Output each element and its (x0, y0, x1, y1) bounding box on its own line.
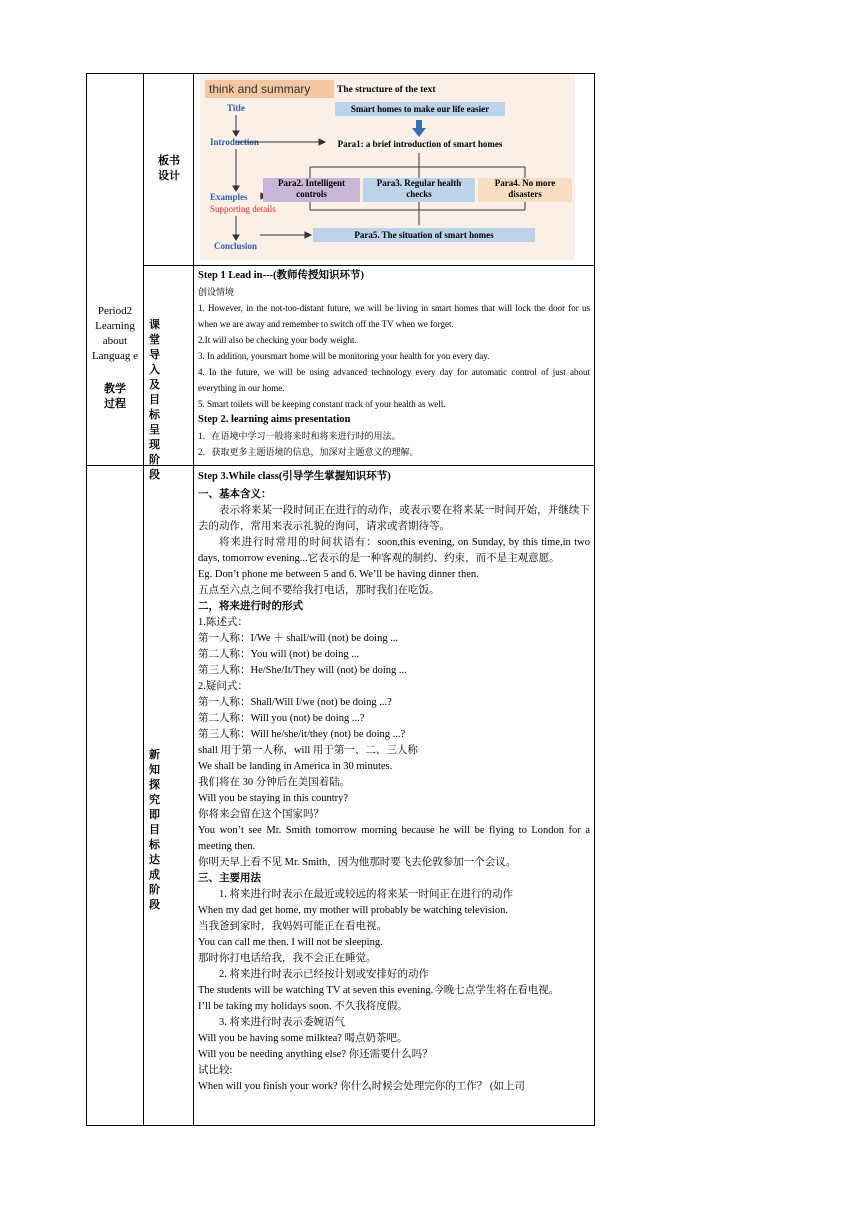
examples-label: Examples (210, 192, 248, 202)
table-left-border (86, 73, 87, 1126)
note-line: 3. 将来进行时表示委婉语气 (219, 1017, 345, 1028)
step2-item-1: 1．在语境中学习一般将来时和将来进行时的用法。 (198, 431, 401, 441)
note-line: 五点至六点之间不要给我打电话，那时我们在吃饭。 (198, 585, 440, 596)
step1-subtitle: 创设情境 (198, 287, 235, 297)
note-line: 1.陈述式： (198, 617, 248, 628)
note-line: 第三人称：He/She/It/They will (not) be doing ... (198, 665, 407, 676)
step3-title: Step 3.While class(引导学生掌握知识环节) (198, 471, 391, 482)
note-line: 你将来会留在这个国家吗？ (198, 809, 324, 820)
note-line: 第二人称：You will (not) be doing ... (198, 649, 360, 660)
step1-item-3: 3. In addition, yoursmart home will be monitoring your health for you every day. (198, 351, 490, 361)
note-line: 第一人称：I/We ＋ shall/will (not) be doing ... (198, 633, 399, 644)
note-line: 三、主要用法 (198, 873, 261, 884)
note-line: 第一人称：Shall/Will I/we (not) be doing ...? (198, 697, 392, 708)
para3-box: Para3. Regular health checks (363, 178, 475, 202)
note-line: Will you be having some milktea? 喝点奶茶吧。 (198, 1033, 408, 1044)
note-line: 2.疑问式： (198, 681, 248, 692)
para4-box: Para4. No more disasters (478, 178, 572, 202)
note-line: When my dad get home, my mother will probably be watching television. (198, 905, 508, 916)
note-line: You can call me then. I will not be sleeping. (198, 937, 383, 948)
table-right-border (594, 73, 595, 1126)
grammar-notes (198, 487, 590, 1095)
note-line: I’ll be taking my holidays soon. 不久我将度假。 (198, 1001, 408, 1012)
note-line: 试比较: (198, 1065, 233, 1076)
note-line: 将来进行时常用的时间状语有：soon,this evening, on Sunday, by this time,in two days, tomorrow evening...它表示的是一种客观的制约、约束，而不是主观意愿。 (198, 537, 590, 564)
note-line: The students will be watching TV at seven this evening.今晚七点学生将在看电视。 (198, 985, 560, 996)
process-label: 教学 过程 (104, 383, 126, 410)
note-line: 表示将来某一段时间正在进行的动作，或表示要在将来某一时间开始，并继续下去的动作，常用来表示礼貌的询问，请求或者期待等。 (198, 505, 590, 532)
table-divider-2 (193, 73, 194, 1126)
note-line: 1. 将来进行时表示在最近或较远的将来某一时间正在进行的动作 (219, 889, 513, 900)
row2-content (198, 268, 590, 460)
supporting-label: Supporting details (210, 204, 276, 214)
table-divider-1 (143, 73, 144, 1126)
board-design-label: 板书 设计 (158, 155, 180, 182)
table-top-border (86, 73, 595, 74)
step1-item-4: 4. In the future, we will be using advanced technology every day for automatic control of just about everything in our home. (198, 367, 590, 393)
step2-item-2: 2．获取更多主题语境的信息，加深对主题意义的理解。 (198, 447, 419, 457)
note-line: 二，将来进行时的形式 (198, 601, 303, 612)
title-label: Title (227, 103, 245, 113)
note-line: 我们将在 30 分钟后在美国着陆。 (198, 777, 351, 788)
note-line: 第三人称：Will he/she/it/they (not) be doing ...? (198, 729, 406, 740)
note-line: 当我爸到家时，我妈妈可能正在看电视。 (198, 921, 387, 932)
note-line: Will you be needing anything else? 你还需要什么吗？ (198, 1049, 433, 1060)
para5-box: Para5. The situation of smart homes (313, 228, 535, 242)
lead-in-stage-label: 课堂 导入 及目 标呈 现阶 段 (149, 319, 160, 481)
step2-title: Step 2. learning aims presentation (198, 414, 351, 425)
step1-item-1: 1. However, in the not-too-distant future, we will be living in smart homes that will lock the door for us when we are away and remember to switch off the TV when we forget. (198, 303, 590, 329)
step1-item-5: 5. Smart toilets will be keeping constant track of your health as well. (198, 399, 446, 409)
note-line: 2. 将来进行时表示已经按计划或安排好的动作 (219, 969, 429, 980)
note-line: 你明天早上看不见 Mr. Smith，因为他那时要飞去伦敦参加一个会议。 (198, 857, 517, 868)
step1-item-2: 2.It will also be checking your body weight. (198, 335, 357, 345)
note-line: 第二人称：Will you (not) be doing ...? (198, 713, 365, 724)
exploration-stage-label: 新知 探究 即目 标达 成阶 段 (149, 749, 160, 911)
conclusion-label: Conclusion (214, 241, 258, 251)
note-line: We shall be landing in America in 30 minutes. (198, 761, 393, 772)
row-divider-1 (143, 265, 595, 266)
note-line: Will you be staying in this country? (198, 793, 349, 804)
diagram-structure-title: The structure of the text (337, 85, 436, 95)
step1-title: Step 1 Lead in---(教师传授知识环节) (198, 270, 364, 281)
structure-diagram (200, 75, 575, 260)
row3-content (198, 469, 590, 1095)
table-bottom-border (86, 1125, 595, 1126)
note-line: When will you finish your work? 你什么时候会处理完你的工作？ (如上司 (198, 1081, 525, 1092)
note-line: 一、基本含义： (198, 489, 272, 500)
title-box: Smart homes to make our life easier (335, 102, 505, 116)
note-line: shall 用于第一人称，will 用于第一、二、三人称 (198, 745, 418, 756)
intro-label: Introduction (210, 137, 259, 147)
note-line: 那时你打电话给我，我不会正在睡觉。 (198, 953, 377, 964)
note-line: You won’t see Mr. Smith tomorrow morning because he will be flying to London for a meeting then. (198, 825, 590, 852)
para2-box: Para2. Intelligent controls (263, 178, 360, 202)
note-line: Eg. Don’t phone me between 5 and 6. We’ll be having dinner then. (198, 569, 479, 580)
para1-label: Para1: a brief introduction of smart homes (337, 139, 503, 149)
diagram-header: think and summary (205, 80, 334, 98)
period-label: Period2 Learning about Languag e (91, 305, 139, 362)
